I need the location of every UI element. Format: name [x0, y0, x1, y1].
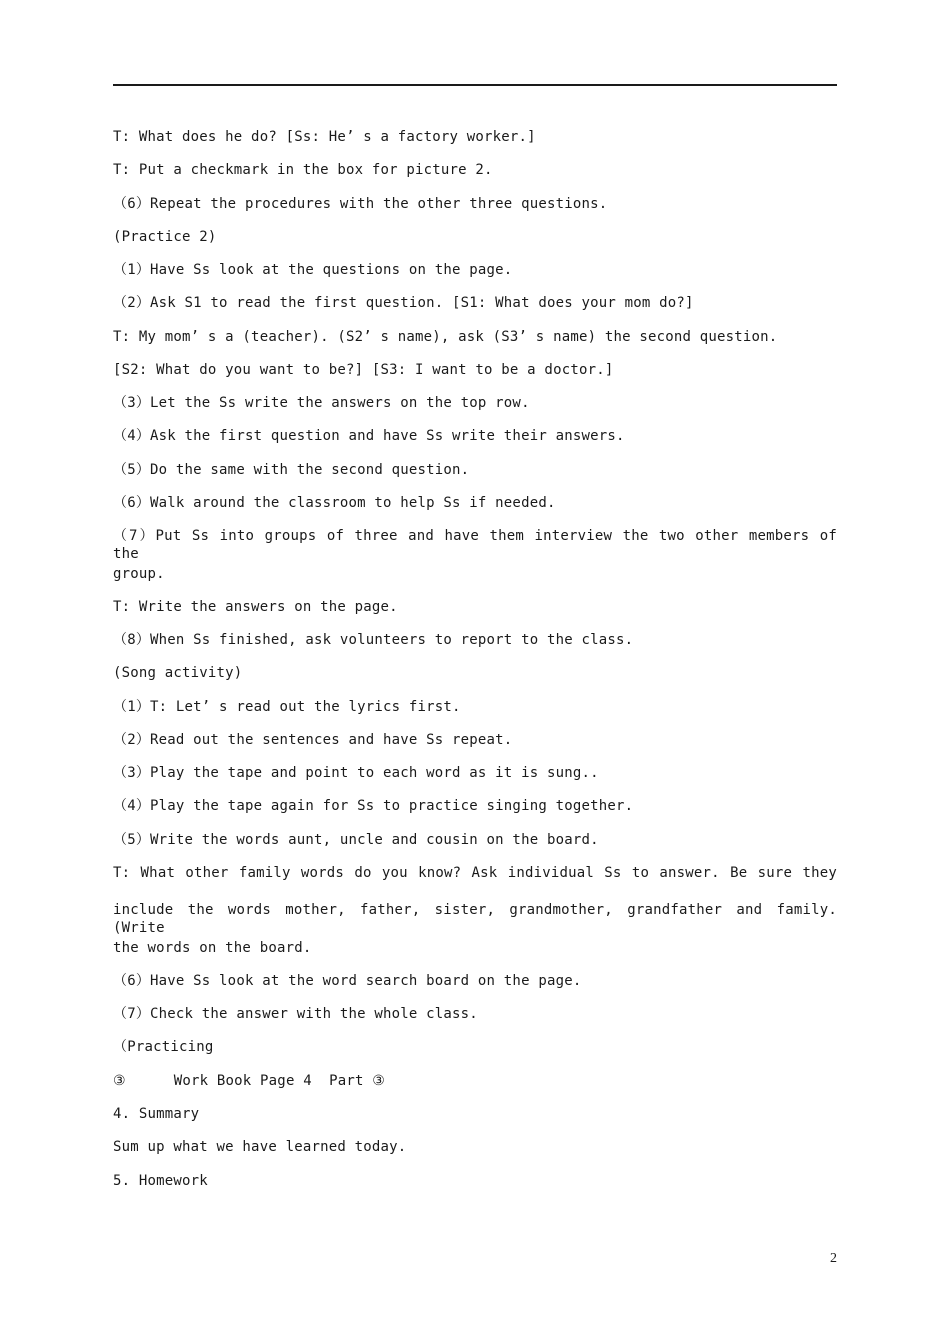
text-line: T: Put a checkmark in the box for picture 2. [113, 162, 493, 178]
section-label: (Song activity) [113, 665, 243, 681]
summary-heading: 4. Summary [113, 1106, 200, 1122]
text-line: （5）Write the words aunt, uncle and cousin on the board. [113, 832, 599, 848]
text-line: （1）Have Ss look at the questions on the page. [113, 262, 513, 278]
text-line: （4）Ask the first question and have Ss write their answers. [113, 428, 625, 444]
text-line: （6）Walk around the classroom to help Ss if needed. [113, 495, 556, 511]
text-line: group. [113, 566, 165, 582]
homework-heading: 5. Homework [113, 1173, 208, 1189]
text-line: （1）T: Let’ s read out the lyrics first. [113, 699, 461, 715]
page-number: 2 [830, 1251, 837, 1266]
text-line: include the words mother, father, sister, grandmother, grandfather and family. (Write [113, 902, 837, 936]
text-line: （2）Read out the sentences and have Ss repeat. [113, 732, 513, 748]
text-line: T: Write the answers on the page. [113, 599, 398, 615]
section-label: (Practice 2) [113, 229, 217, 245]
text-line: （2）Ask S1 to read the first question. [S1: What does your mom do?] [113, 295, 694, 311]
text-line: （4）Play the tape again for Ss to practice singing together. [113, 798, 634, 814]
text-line: （8）When Ss finished, ask volunteers to report to the class. [113, 632, 634, 648]
workbook-text: Work Book Page 4 Part ③ [173, 1073, 385, 1089]
text-line: T: What does he do? [Ss: He’ s a factory worker.] [113, 129, 536, 145]
text-line: （3）Play the tape and point to each word as it is sung.. [113, 765, 599, 781]
header-rule [113, 84, 837, 86]
text-line: （7）Put Ss into groups of three and have them interview the two other members of the [113, 528, 837, 562]
workbook-line [113, 1072, 837, 1090]
text-line: （7）Check the answer with the whole class. [113, 1006, 478, 1022]
summary-text: Sum up what we have learned today. [113, 1139, 407, 1155]
text-line: T: My mom’ s a (teacher). (S2’ s name), ask (S3’ s name) the second question. [113, 329, 778, 345]
text-line: （5）Do the same with the second question. [113, 462, 470, 478]
text-line: （6）Repeat the procedures with the other three questions. [113, 196, 608, 212]
text-line: （3）Let the Ss write the answers on the top row. [113, 395, 530, 411]
section-label: （Practicing [113, 1039, 214, 1055]
workbook-marker: ③ [113, 1073, 126, 1089]
text-line: T: What other family words do you know? Ask individual Ss to answer. Be sure they [113, 865, 837, 881]
text-line: （6）Have Ss look at the word search board on the page. [113, 973, 582, 989]
text-line: the words on the board. [113, 940, 312, 956]
text-line: [S2: What do you want to be?] [S3: I want to be a doctor.] [113, 362, 614, 378]
